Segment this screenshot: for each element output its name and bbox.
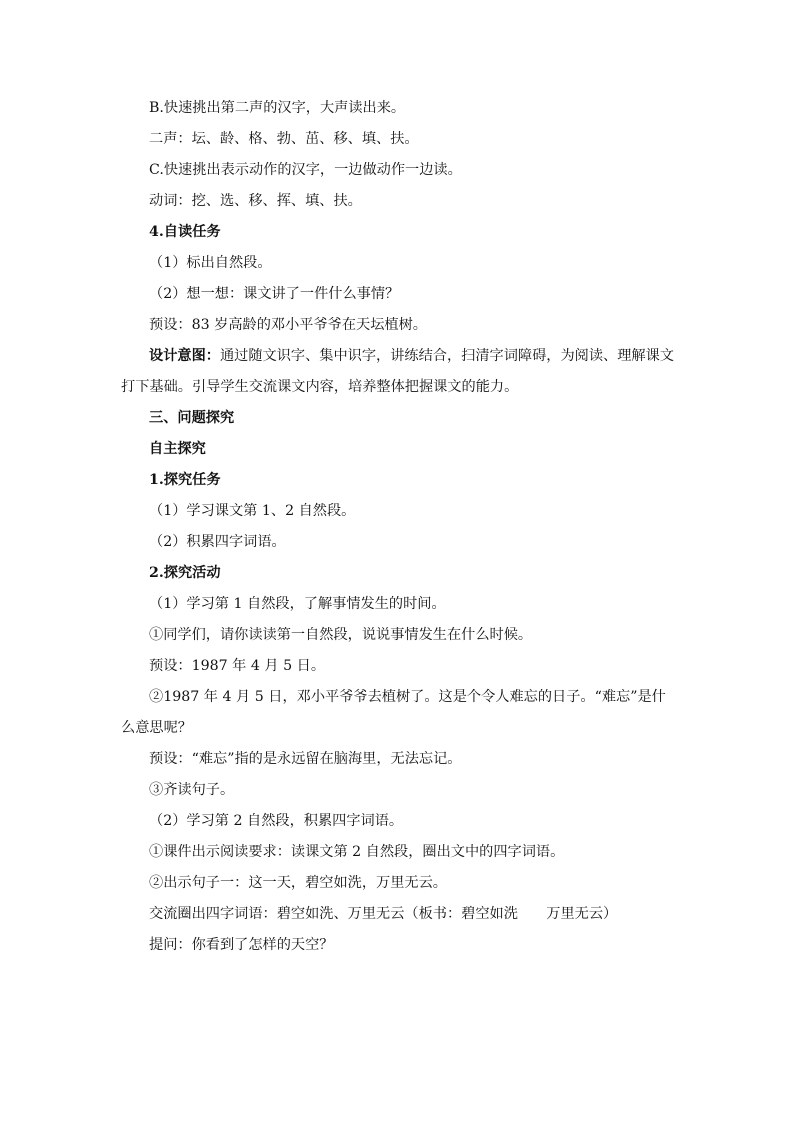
text-line: （2）学习第 2 自然段，积累四字词语。 xyxy=(149,813,404,829)
text-line: 交流圈出四字词语：碧空如洗、万里无云（板书：碧空如洗 万里无云） xyxy=(149,906,618,922)
text-line: ②1987 年 4 月 5 日，邓小平爷爷去植树了。这是个令人难忘的日子。“难忘”是什么意思呢？ xyxy=(121,689,666,736)
text-line: ①同学们，请你读读第一自然段，说说事情发生在什么时候。 xyxy=(149,627,533,643)
text-line: （1）学习课文第 1、2 自然段。 xyxy=(149,503,356,519)
text-line: 动词：挖、选、移、挥、填、扶。 xyxy=(149,193,362,209)
section-heading: 自主探究 xyxy=(149,441,206,457)
text-line: ①课件出示阅读要求：读课文第 2 自然段，圈出文中的四字词语。 xyxy=(149,844,565,860)
design-intent-label: 设计意图： xyxy=(149,348,220,364)
design-intent-text: 通过随文识字、集中识字，讲练结合，扫清字词障碍，为阅读、理解课文打下基础。引导学生交流课文内容，培养整体把握课文的能力。 xyxy=(121,348,674,395)
section-heading: 三、问题探究 xyxy=(149,410,235,426)
section-heading: 4.自读任务 xyxy=(149,224,221,240)
text-line: 二声：坛、龄、格、勃、茁、移、填、扶。 xyxy=(149,131,419,147)
text-line: 预设：“难忘”指的是永远留在脑海里，无法忘记。 xyxy=(149,751,462,767)
text-line: C.快速挑出表示动作的汉字，一边做动作一边读。 xyxy=(149,162,462,178)
text-line: 预设：83 岁高龄的邓小平爷爷在天坛植树。 xyxy=(149,317,427,333)
text-line: ③齐读句子。 xyxy=(149,782,235,798)
document-body xyxy=(121,93,676,961)
design-intent-paragraph xyxy=(121,341,676,403)
text-line: （2）想一想：课文讲了一件什么事情？ xyxy=(149,286,400,302)
section-heading: 1.探究任务 xyxy=(149,472,221,488)
text-line: 预设：1987 年 4 月 5 日。 xyxy=(149,658,326,674)
text-line: B.快速挑出第二声的汉字，大声读出来。 xyxy=(149,100,406,116)
text-line: 提问：你看到了怎样的天空？ xyxy=(149,937,334,953)
text-line: （2）积累四字词语。 xyxy=(149,534,286,550)
section-heading: 2.探究活动 xyxy=(149,565,221,581)
text-line: ②出示句子一：这一天，碧空如洗，万里无云。 xyxy=(149,875,447,891)
text-line: （1）学习第 1 自然段，了解事情发生的时间。 xyxy=(149,596,446,612)
text-line: （1）标出自然段。 xyxy=(149,255,272,271)
